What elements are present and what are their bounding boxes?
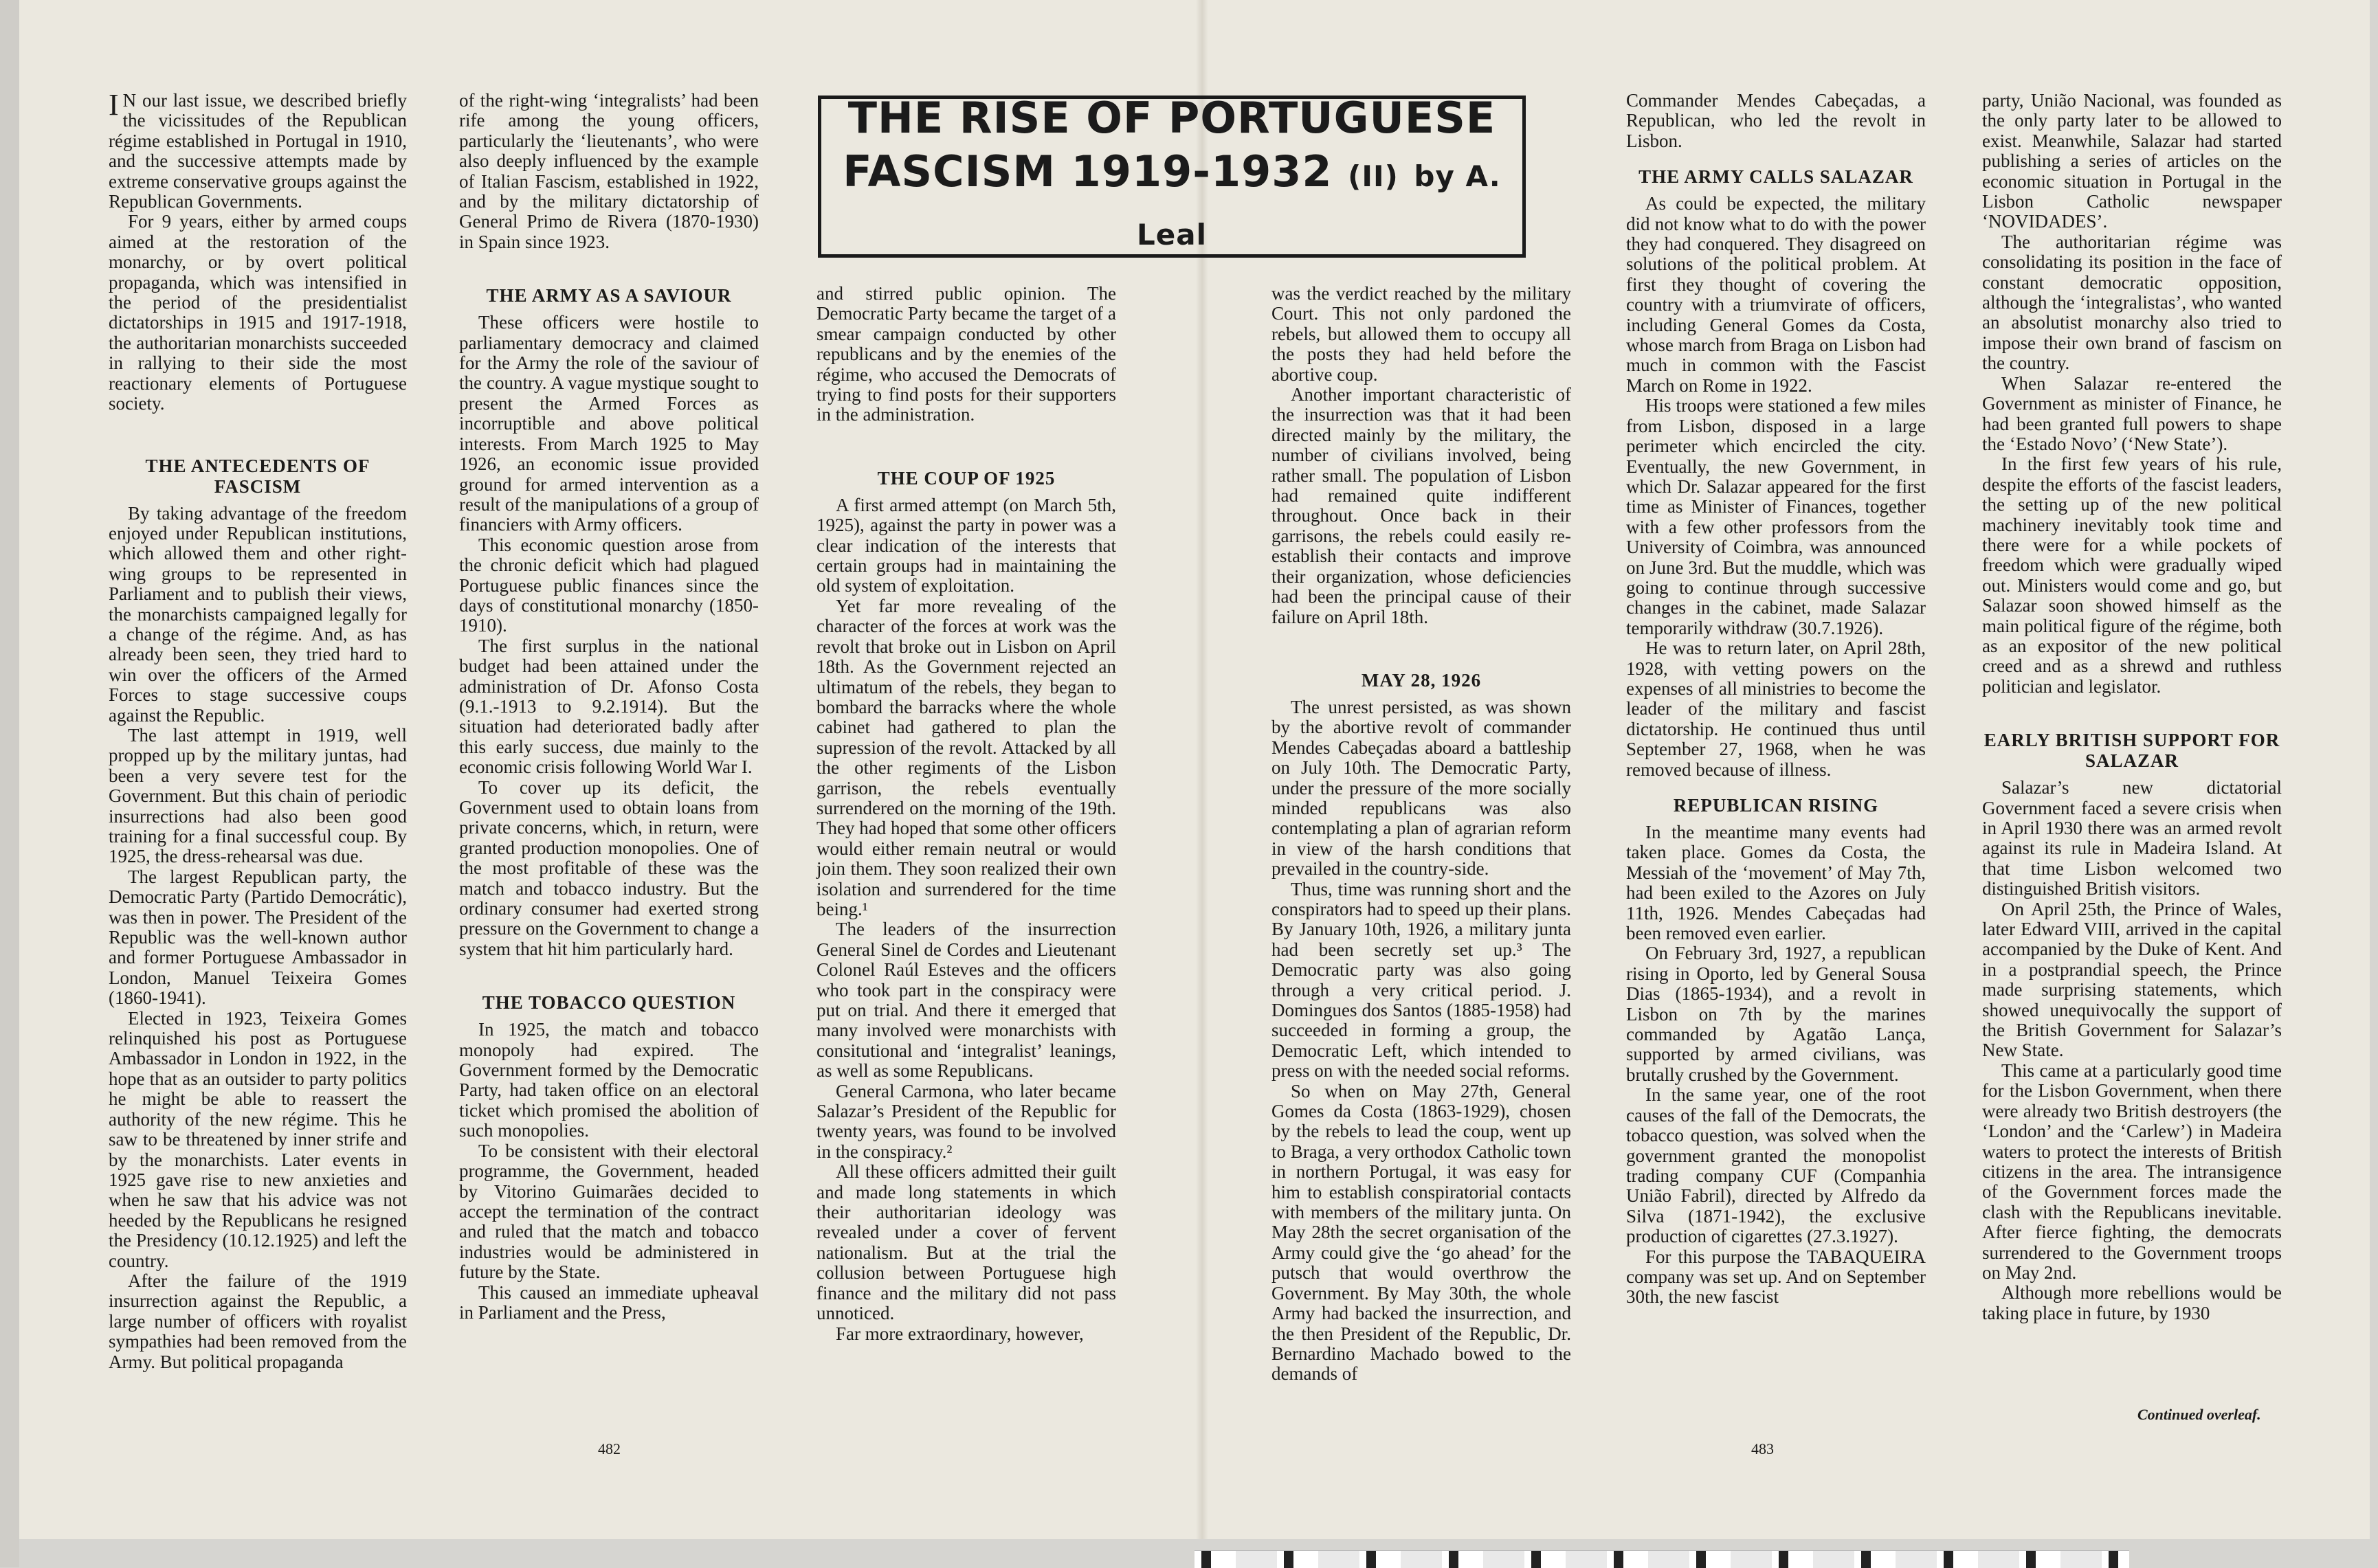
section-heading: THE ARMY CALLS SALAZAR bbox=[1638, 166, 1913, 188]
paragraph: So when on May 27th, General Gomes da Costa (1863-1929), chosen by the rebels to lead the coup, went up to Braga, a very orthodox Catholic town in northern Portugal, it was easy for him to establish conspiratorial contacts with members of the military junta. On May 28th the secret organisation of the Army could give the ‘go ahead’ for the putsch that would overthrow the Government. By May 30th, the whole Army had backed the insurrection, and the then President of the Republic, Dr. Bernardino Machado bowed to the demands of bbox=[1271, 1080, 1571, 1385]
paragraph: Far more extraordinary, however, bbox=[836, 1323, 1084, 1344]
continued-note: Continued overleaf. bbox=[2137, 1406, 2261, 1423]
paragraph: For this purpose the TABAQUEIRA company was set up. And on September 30th, the new fascist bbox=[1626, 1246, 1926, 1308]
paragraph: Yet far more revealing of the character of the forces at work was the revolt that broke out in Lisbon on April 18th. As the Government rejected an ultimatum of the rebels, they began to bombard the barracks where the whole cabinet had gathered to plan the supression of the revolt. Attacked by all the other regiments of the Lisbon garrison, the rebels eventually surrendered on the morning of the 19th. They had hoped that some other officers would either remain neutral or would join them. They soon realized their own isolation and surrendered for the time being.¹ bbox=[816, 595, 1116, 919]
paragraph: Commander Mendes Cabeçadas, a Republican, who led the revolt in Lisbon. bbox=[1626, 90, 1926, 151]
paragraph: Elected in 1923, Teixeira Gomes relinquished his post as Portuguese Ambassador in London in 1922, in the hope that as an outsider to party politics he might be able to reassert the authority of the new régime. This he saw to be threatened by inner strife and by the monarchists. Later events in 1925 gave rise to new anxieties and when he saw that his advice was not heeded by the Republicans he resigned the Presidency (10.12.1925) and left the country. bbox=[109, 1007, 407, 1271]
page-number-right: 483 bbox=[1751, 1440, 1774, 1457]
section-heading: THE TOBACCO QUESTION bbox=[482, 992, 736, 1013]
paragraph: As could be expected, the military did not know what to do with the power they had conquered. They disagreed on solutions of the political problem. At first they thought of covering the country with a triumvirate of officers, including General Gomes da Costa, whose march from Braga on Lisbon had much in common with the Fascist March on Rome in 1922. bbox=[1626, 193, 1926, 396]
paragraph: Thus, time was running short and the conspirators had to speed up their plans. By January 10th, 1926, a military junta had been secretly set up.³ The Democratic party was also going through a very critical period. J. Domingues dos Santos (1885-1958) had succeeded in forming a group, the Democratic Left, which intended to press on with the needed social reforms. bbox=[1271, 878, 1571, 1082]
scanner-edge bbox=[0, 0, 19, 1567]
paragraph: The last attempt in 1919, well propped up by the military juntas, had been a very severe test for the Government. But this chain of periodic insurrections had also been good training for a final successful coup. By 1925, the dress-rehearsal was due. bbox=[109, 724, 407, 867]
paragraph: After the failure of the 1919 insurrection against the Republic, a large number of officers with royalist sympathies had been removed from the Army. But political propaganda bbox=[109, 1270, 407, 1372]
calibration-block bbox=[2026, 1551, 2036, 1568]
paragraph: In the same year, one of the root causes of the fall of the Democrats, the tobacco question, was solved when the government granted the monopolist trading company CUF (Companhia União Fabril), directed by Alfredo da Silva (1871-1942), the exclusive production of cigarettes (27.3.1927). bbox=[1626, 1084, 1926, 1247]
calibration-block bbox=[1201, 1551, 1211, 1568]
calibration-block bbox=[1861, 1551, 1871, 1568]
paragraph: In 1925, the match and tobacco monopoly had expired. The Government formed by the Democratic Party, had taken office on an electoral ticket which promised the abolition of such monopolies. bbox=[459, 1019, 759, 1141]
paragraph: These officers were hostile to parliamentary democracy and claimed for the Army the role of the saviour of the country. A vague mystique sought to present the Armed Forces as incorruptible and above political interests. From March 1925 to May 1926, an economic issue provided ground for armed intervention as a result of the manipulations of a group of financiers with Army officers. bbox=[459, 312, 759, 535]
paragraph: For 9 years, either by armed coups aimed at the restoration of the monarchy, or by overt political propaganda, which was intensified in the period of the presidentialist dictatorships in 1915 and 1917-1918, the authoritarian monarchists succeeded in rallying to their side the most reactionary elements of Portuguese society. bbox=[109, 211, 407, 414]
paragraph: His troops were stationed a few miles from Lisbon, disposed in a large perimeter which encircled the city. Eventually, the new Government, in which Dr. Salazar appeared for the first time as Minister of Finances, together with a few other professors from the University of Coimbra, was announced on June 3rd. But the muddle, which was going to continue through successive changes in the cabinet, made Salazar temporarily withdraw (30.7.1926). bbox=[1626, 395, 1926, 638]
paragraph: When Salazar re-entered the Government as minister of Finance, he had been granted full powers to shape the ‘Estado Novo’ (‘New State’). bbox=[1982, 372, 2282, 454]
paragraph: This economic question arose from the chronic deficit which had plagued Portuguese public finances since the days of constitutional monarchy (1850-1910). bbox=[459, 534, 759, 636]
column-2 bbox=[459, 91, 759, 1323]
paragraph: The largest Republican party, the Democratic Party (Partido Democrátic), was then in power. The President of the Republic was the well-known author and former Portuguese Ambassador in London, Manuel Teixeira Gomes (1860-1941). bbox=[109, 866, 407, 1009]
paragraph: The leaders of the insurrection General Sinel de Cordes and Lieutenant Colonel Raúl Esteves and the officers who took part in the conspiracy were put on trial. And there it emerged that many involved were monarchists with consitutional and ‘integralist’ leanings, as well as some Republicans. bbox=[816, 919, 1116, 1082]
section-heading: THE COUP OF 1925 bbox=[877, 467, 1056, 489]
byline: by A. Leal bbox=[1137, 159, 1501, 251]
paragraph: All these officers admitted their guilt and made long statements in which their authoritarian ideology was revealed under a cover of fervent nationalism. But at the trial the collusion between Portuguese high finance and the military did not pass unnoticed. bbox=[816, 1161, 1116, 1324]
calibration-block bbox=[1944, 1551, 1953, 1568]
page-number-left: 482 bbox=[598, 1440, 621, 1457]
column-5 bbox=[1626, 91, 1926, 1308]
calibration-block bbox=[1366, 1551, 1376, 1568]
paragraph: On April 25th, the Prince of Wales, later Edward VIII, arrived in the capital accompanied by the Duke of Kent. And in a postprandial speech, the Prince made surprising statements, which showed unequivocally the support of the British Government for Salazar’s New State. bbox=[1982, 898, 2282, 1061]
calibration-block bbox=[1779, 1551, 1788, 1568]
section-heading: REPUBLICAN RISING bbox=[1673, 795, 1879, 816]
calibration-block bbox=[1449, 1551, 1458, 1568]
paragraph: Although more rebellions would be taking place in future, by 1930 bbox=[1982, 1282, 2282, 1323]
paragraph: Salazar’s new dictatorial Government faced a severe crisis when in April 1930 there was an armed revolt against its rule in Madeira Island. At that time Lisbon welcomed two distinguished British visitors. bbox=[1982, 777, 2282, 899]
paragraph: of the right-wing ‘integralists’ had been rife among the young officers, particularly the ‘lieutenants’, who were also deeply influenced by the example of Italian Fascism, established in 1922, and by the military dictatorship of General Primo de Rivera (1870-1930) in Spain since 1923. bbox=[459, 90, 759, 252]
scanner-calibration-strip bbox=[1194, 1550, 2129, 1568]
paragraph: The unrest persisted, as was shown by the abortive revolt of commander Mendes Cabeçadas aboard a battleship on July 10th. The Democratic Party, under the pressure of the more socially minded republicans was also contemplating a plan of agrarian reform in view of the harsh conditions that prevailed in the country-side. bbox=[1271, 696, 1571, 880]
title-line-1: THE RISE OF PORTUGUESE bbox=[847, 93, 1496, 143]
article-title bbox=[821, 91, 1522, 262]
paragraph: This came at a particularly good time for the Lisbon Government, when there were already two British destroyers (the ‘London’ and the ‘Carlew’) in Madeira waters to protect the interests of British citizens in the area. The intransigence of the Government forces made the clash with the Republicans inevitable. After fierce fighting, the democrats surrendered to the Government troops on May 2nd. bbox=[1982, 1060, 2282, 1283]
column-4 bbox=[1271, 284, 1571, 1385]
section-heading: THE ANTECEDENTS OF FASCISM bbox=[145, 455, 370, 497]
article-title-box bbox=[818, 93, 1526, 258]
paragraph: and stirred public opinion. The Democratic Party became the target of a smear campaign conducted by other republicans and by the enemies of the régime, who accused the Democrats of trying to find posts for their supporters in the administration. bbox=[816, 283, 1116, 425]
paragraph: In the first few years of his rule, despite the efforts of the fascist leaders, the setting up of the new political machinery inevitably took time and there were for a while pockets of freedom which were gradually wiped out. Ministers would come and go, but Salazar soon showed himself as the main political figure of the régime, both as an expositor of the new political creed and as a shrewd and ruthless politician and legislator. bbox=[1982, 453, 2282, 697]
title-line-2: FASCISM 1919-1932 bbox=[843, 146, 1333, 197]
section-heading: MAY 28, 1926 bbox=[1361, 669, 1482, 691]
paragraph: The authoritarian régime was consolidating its position in the face of constant democratic opposition, although the ‘integralistas’, who wanted an absolutist monarchy also tried to impose their own brand of fascism on the country. bbox=[1982, 231, 2282, 374]
paragraph: The first surplus in the national budget had been attained under the administration of Dr. Afonso Costa (9.1.-1913 to 9.2.1914). But the situation had deteriorated badly after this early success, due mainly to the economic crisis following World War I. bbox=[459, 635, 759, 778]
calibration-block bbox=[2109, 1551, 2118, 1568]
calibration-block bbox=[1614, 1551, 1623, 1568]
paragraph: Another important characteristic of the insurrection was that it had been directed mainly by the military, the number of civilians involved, being rather small. The population of Lisbon had remained quite indifferent throughout. Once back in their garrisons, the rebels could easily re-establish their contacts and improve their organization, whose deficiencies had been the principal cause of their failure on April 18th. bbox=[1271, 384, 1571, 627]
calibration-block bbox=[1531, 1551, 1541, 1568]
paragraph: He was to return later, on April 28th, 1928, with vetting powers on the expenses of all ministries to become the leader of the military and fascist dictatorship. He continued thus until September 27, 1968, when he was removed because of illness. bbox=[1626, 638, 1926, 780]
paragraph: On February 3rd, 1927, a republican rising in Oporto, led by General Sousa Dias (1865-1934), and a revolt in Lisbon on 7th by the marines commanded by Agatão Lança, supported by armed civilians, was brutally crushed by the Government. bbox=[1626, 943, 1926, 1085]
calibration-block bbox=[1696, 1551, 1706, 1568]
paragraph: I N our last issue, we described briefly the vicissitudes of the Republican régime established in Portugal in 1910, and the successive attempts made by extreme conservative groups against the Republican Governments. bbox=[109, 88, 407, 212]
column-6 bbox=[1982, 91, 2282, 1323]
paragraph: party, União Nacional, was founded as the only party later to be allowed to exist. Meanwhile, Salazar had started publishing a series of articles on the economic situation in Portugal in the Lisbon Catholic newspaper ‘NOVIDADES’. bbox=[1982, 90, 2282, 232]
paragraph: By taking advantage of the freedom enjoyed under Republican institutions, which allowed them and other right-wing groups to be represented in Parliament and to publish their views, the monarchists campaigned legally for a change of the régime. And, as has already been seen, they tried hard to win over the officers of the Armed Forces to stage successive coups against the Republic. bbox=[109, 502, 407, 726]
column-3 bbox=[816, 284, 1116, 1344]
section-heading: THE ARMY AS A SAVIOUR bbox=[486, 285, 732, 306]
paragraph: In the meantime many events had taken place. Gomes da Costa, the Messiah of the ‘movement’ of May 7th, had been exiled to the Azores on July 11th, 1926. Mendes Cabeçadas had been removed even earlier. bbox=[1626, 822, 1926, 944]
paragraph: General Carmona, who later became Salazar’s President of the Republic for twenty years, was found to be involved in the conspiracy.² bbox=[816, 1080, 1116, 1162]
paragraph: To be consistent with their electoral programme, the Government, headed by Vitorino Guimarães decided to accept the termination of the contract and ruled that the match and tobacco industries would be administered in future by the State. bbox=[459, 1140, 759, 1283]
section-heading: EARLY BRITISH SUPPORT FOR SALAZAR bbox=[1983, 730, 2280, 772]
paragraph: was the verdict reached by the military Court. This not only pardoned the rebels, but allowed them to occupy all the posts they had held before the abortive coup. bbox=[1271, 283, 1571, 385]
drop-cap: I bbox=[109, 88, 119, 122]
paragraph: A first armed attempt (on March 5th, 1925), against the party in power was a clear indication of the interests that certain groups had in maintaining the old system of exploitation. bbox=[816, 494, 1116, 596]
column-1 bbox=[109, 88, 407, 1372]
paragraph: This caused an immediate upheaval in Parliament and the Press, bbox=[459, 1281, 759, 1323]
paragraph: To cover up its deficit, the Government used to obtain loans from private concerns, which, in return, were granted production monopolies. One of the most profitable of these was the match and tobacco industry. But the ordinary consumer had exerted strong pressure on the Government to change a system that hit him particularly hard. bbox=[459, 776, 759, 959]
title-part: (II) bbox=[1348, 159, 1399, 193]
calibration-block bbox=[1284, 1551, 1293, 1568]
